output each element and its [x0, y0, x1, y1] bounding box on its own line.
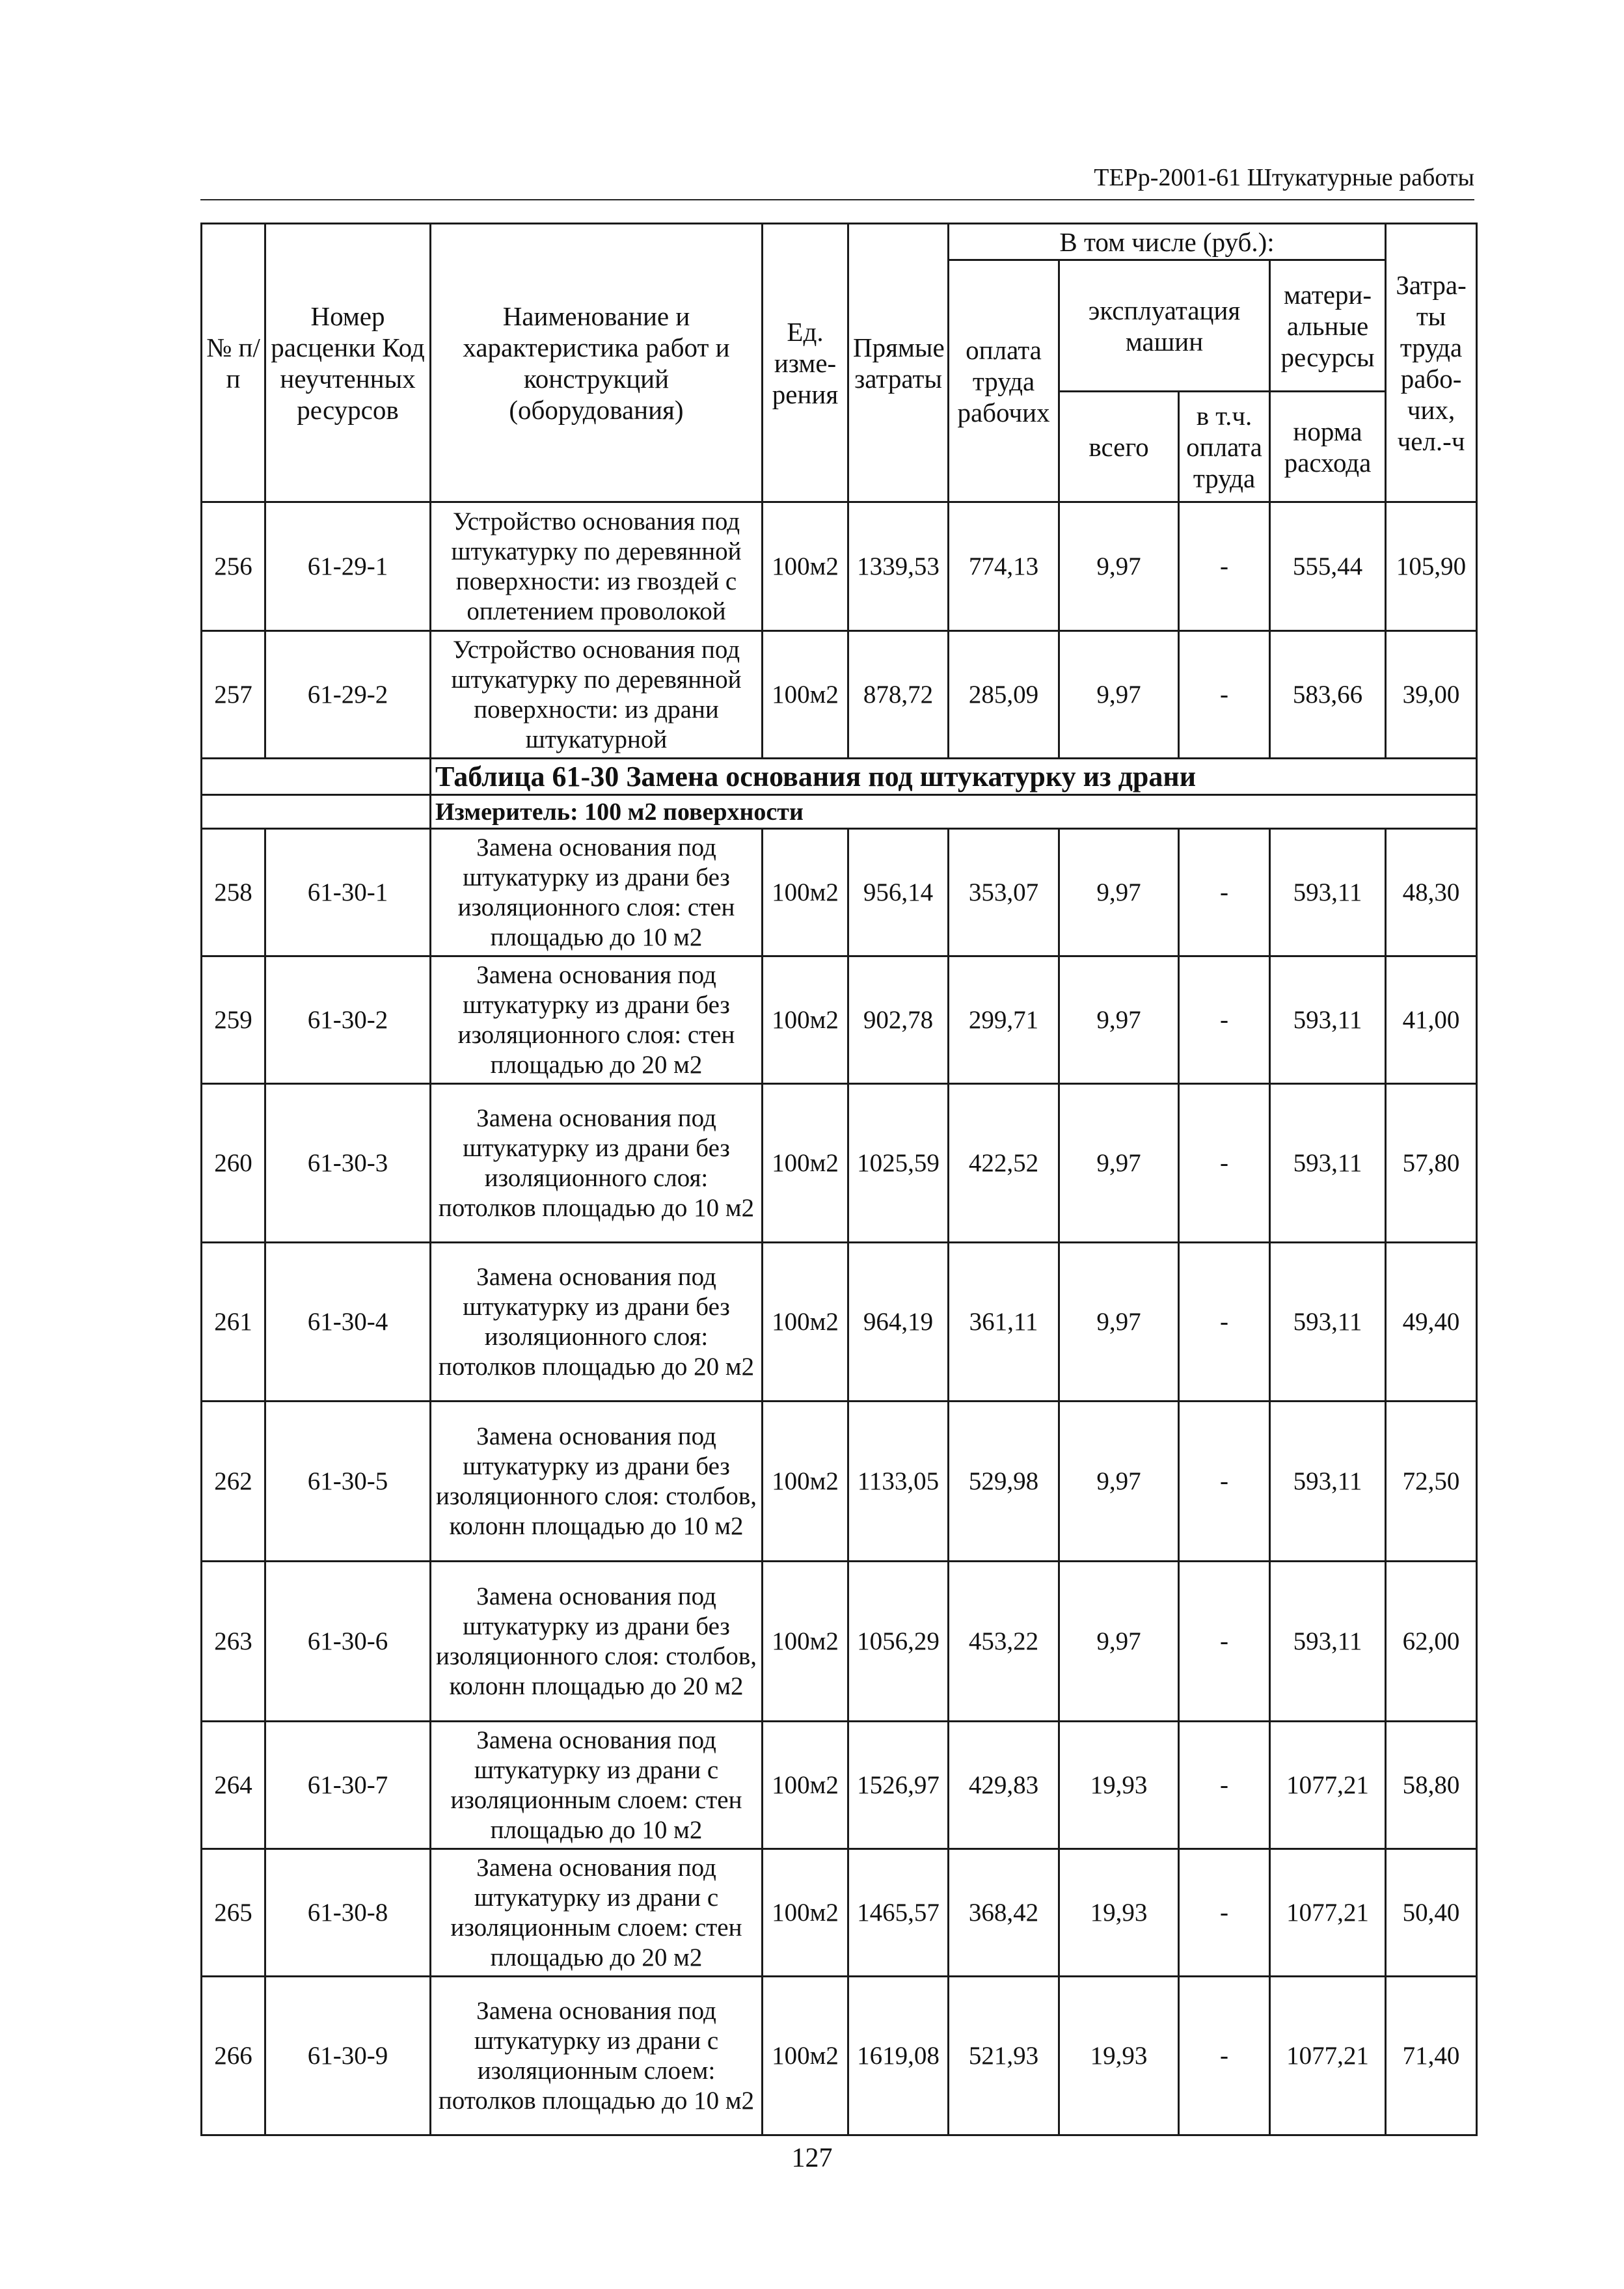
row-machines-labor: -: [1179, 1562, 1270, 1722]
row-no: 263: [202, 1562, 265, 1722]
row-no: 258: [202, 829, 265, 956]
row-unit: 100м2: [763, 829, 848, 956]
row-hours: 71,40: [1386, 1977, 1477, 2135]
row-machines: 9,97: [1059, 631, 1179, 759]
page-header-title: ТЕРр-2001-61 Штукатурные работы: [1094, 164, 1474, 191]
row-hours: 50,40: [1386, 1849, 1477, 1977]
table-row: [202, 1849, 1477, 1977]
row-unit: 100м2: [763, 1722, 848, 1849]
table-header: [202, 224, 1477, 502]
row-direct: 1339,53: [848, 502, 949, 631]
row-name: Устройство основания под штукатурку по деревянной поверхности: из гвоздей с оплетением проволокой: [431, 502, 763, 631]
table-row: [202, 631, 1477, 759]
row-machines: 9,97: [1059, 956, 1179, 1084]
table-row: [202, 502, 1477, 631]
row-materials: 1077,21: [1270, 1977, 1386, 2135]
row-code: 61-30-4: [265, 1243, 431, 1402]
header-rule: [200, 199, 1474, 200]
row-labor: 429,83: [949, 1722, 1059, 1849]
row-direct: 1619,08: [848, 1977, 949, 2135]
row-materials: 593,11: [1270, 1243, 1386, 1402]
row-code: 61-30-7: [265, 1722, 431, 1849]
row-hours: 39,00: [1386, 631, 1477, 759]
row-machines-labor: -: [1179, 1977, 1270, 2135]
row-materials: 583,66: [1270, 631, 1386, 759]
row-labor: 453,22: [949, 1562, 1059, 1722]
row-labor: 368,42: [949, 1849, 1059, 1977]
header-direct: Прямые затраты: [848, 224, 949, 502]
row-machines: 9,97: [1059, 1084, 1179, 1243]
header-no: № п/п: [202, 224, 265, 502]
row-unit: 100м2: [763, 631, 848, 759]
row-machines: 19,93: [1059, 1849, 1179, 1977]
row-name: Устройство основания под штукатурку по деревянной поверхности: из драни штукатурной: [431, 631, 763, 759]
table-row: [202, 956, 1477, 1084]
row-materials: 593,11: [1270, 1084, 1386, 1243]
section-measure-row: [202, 795, 1477, 829]
row-no: 256: [202, 502, 265, 631]
table-row: [202, 1243, 1477, 1402]
row-hours: 41,00: [1386, 956, 1477, 1084]
header-materials: матери-альные ресурсы: [1270, 260, 1386, 392]
row-code: 61-30-6: [265, 1562, 431, 1722]
row-materials: 593,11: [1270, 1402, 1386, 1562]
row-no: 261: [202, 1243, 265, 1402]
row-direct: 1465,57: [848, 1849, 949, 1977]
row-hours: 72,50: [1386, 1402, 1477, 1562]
row-name: Замена основания под штукатурку из драни без изоляционного слоя: столбов, колонн площадью до 20 м2: [431, 1562, 763, 1722]
row-unit: 100м2: [763, 1977, 848, 2135]
row-code: 61-30-1: [265, 829, 431, 956]
table-row: [202, 1084, 1477, 1243]
row-machines-labor: -: [1179, 1722, 1270, 1849]
price-table: [200, 223, 1478, 2136]
row-direct: 1133,05: [848, 1402, 949, 1562]
row-hours: 57,80: [1386, 1084, 1477, 1243]
row-name: Замена основания под штукатурку из драни с изоляционным слоем: стен площадью до 10 м2: [431, 1722, 763, 1849]
row-materials: 1077,21: [1270, 1722, 1386, 1849]
row-unit: 100м2: [763, 1084, 848, 1243]
section-spacer: [202, 759, 431, 795]
row-hours: 48,30: [1386, 829, 1477, 956]
row-machines: 19,93: [1059, 1722, 1179, 1849]
row-hours: 58,80: [1386, 1722, 1477, 1849]
row-code: 61-30-5: [265, 1402, 431, 1562]
row-labor: 529,98: [949, 1402, 1059, 1562]
row-no: 257: [202, 631, 265, 759]
row-no: 259: [202, 956, 265, 1084]
row-code: 61-29-1: [265, 502, 431, 631]
row-unit: 100м2: [763, 956, 848, 1084]
header-code: Номер расценки Код неучтенных ресурсов: [265, 224, 431, 502]
row-labor: 285,09: [949, 631, 1059, 759]
header-machines-total: всего: [1059, 392, 1179, 502]
row-direct: 902,78: [848, 956, 949, 1084]
row-direct: 1526,97: [848, 1722, 949, 1849]
row-machines: 9,97: [1059, 1562, 1179, 1722]
row-labor: 353,07: [949, 829, 1059, 956]
row-direct: 1025,59: [848, 1084, 949, 1243]
header-labor: оплата труда рабочих: [949, 260, 1059, 502]
row-machines-labor: -: [1179, 631, 1270, 759]
row-labor: 422,52: [949, 1084, 1059, 1243]
row-hours: 49,40: [1386, 1243, 1477, 1402]
row-hours: 105,90: [1386, 502, 1477, 631]
header-materials-norm: норма расхода: [1270, 392, 1386, 502]
row-unit: 100м2: [763, 1243, 848, 1402]
row-machines-labor: -: [1179, 1402, 1270, 1562]
page-number: 127: [791, 2143, 833, 2173]
table-row: [202, 1977, 1477, 2135]
row-labor: 521,93: [949, 1977, 1059, 2135]
header-laborcost: Затра-ты труда рабо-чих, чел.-ч: [1386, 224, 1477, 502]
row-unit: 100м2: [763, 1849, 848, 1977]
row-code: 61-30-8: [265, 1849, 431, 1977]
row-machines: 9,97: [1059, 829, 1179, 956]
row-materials: 555,44: [1270, 502, 1386, 631]
header-unit: Ед. изме-рения: [763, 224, 848, 502]
table-row: [202, 1562, 1477, 1722]
row-code: 61-29-2: [265, 631, 431, 759]
row-code: 61-30-3: [265, 1084, 431, 1243]
row-name: Замена основания под штукатурку из драни с изоляционным слоем: стен площадью до 20 м2: [431, 1849, 763, 1977]
row-machines: 9,97: [1059, 1243, 1179, 1402]
row-machines-labor: -: [1179, 502, 1270, 631]
row-direct: 878,72: [848, 631, 949, 759]
section-measure: Измеритель: 100 м2 поверхности: [431, 795, 1477, 829]
row-name: Замена основания под штукатурку из драни без изоляционного слоя: стен площадью до 20 м2: [431, 956, 763, 1084]
row-no: 264: [202, 1722, 265, 1849]
row-unit: 100м2: [763, 1562, 848, 1722]
row-no: 266: [202, 1977, 265, 2135]
row-machines-labor: -: [1179, 956, 1270, 1084]
header-machines: эксплуатация машин: [1059, 260, 1270, 392]
row-no: 260: [202, 1084, 265, 1243]
row-machines: 9,97: [1059, 1402, 1179, 1562]
row-no: 262: [202, 1402, 265, 1562]
row-materials: 593,11: [1270, 1562, 1386, 1722]
section-title: Таблица 61-30 Замена основания под штукатурку из драни: [431, 759, 1477, 795]
row-labor: 361,11: [949, 1243, 1059, 1402]
row-code: 61-30-9: [265, 1977, 431, 2135]
row-machines: 19,93: [1059, 1977, 1179, 2135]
row-machines-labor: -: [1179, 1243, 1270, 1402]
row-direct: 1056,29: [848, 1562, 949, 1722]
row-hours: 62,00: [1386, 1562, 1477, 1722]
row-machines: 9,97: [1059, 502, 1179, 631]
header-incl: В том числе (руб.):: [949, 224, 1386, 260]
measure-spacer: [202, 795, 431, 829]
row-labor: 774,13: [949, 502, 1059, 631]
row-unit: 100м2: [763, 502, 848, 631]
table-row: [202, 829, 1477, 956]
header-name: Наименование и характеристика работ и конструкций (оборудования): [431, 224, 763, 502]
row-name: Замена основания под штукатурку из драни без изоляционного слоя: потолков площадью до 10 м2: [431, 1084, 763, 1243]
row-materials: 1077,21: [1270, 1849, 1386, 1977]
table-row: [202, 1402, 1477, 1562]
row-machines-labor: -: [1179, 1084, 1270, 1243]
row-labor: 299,71: [949, 956, 1059, 1084]
row-direct: 956,14: [848, 829, 949, 956]
row-name: Замена основания под штукатурку из драни без изоляционного слоя: столбов, колонн площадью до 10 м2: [431, 1402, 763, 1562]
row-unit: 100м2: [763, 1402, 848, 1562]
row-machines-labor: -: [1179, 829, 1270, 956]
row-materials: 593,11: [1270, 829, 1386, 956]
row-direct: 964,19: [848, 1243, 949, 1402]
row-materials: 593,11: [1270, 956, 1386, 1084]
header-machines-labor: в т.ч. оплата труда: [1179, 392, 1270, 502]
row-name: Замена основания под штукатурку из драни без изоляционного слоя: потолков площадью до 20 м2: [431, 1243, 763, 1402]
row-name: Замена основания под штукатурку из драни без изоляционного слоя: стен площадью до 10 м2: [431, 829, 763, 956]
row-machines-labor: -: [1179, 1849, 1270, 1977]
row-code: 61-30-2: [265, 956, 431, 1084]
row-name: Замена основания под штукатурку из драни с изоляционным слоем: потолков площадью до 10 м2: [431, 1977, 763, 2135]
section-title-row: [202, 759, 1477, 795]
table-row: [202, 1722, 1477, 1849]
row-no: 265: [202, 1849, 265, 1977]
